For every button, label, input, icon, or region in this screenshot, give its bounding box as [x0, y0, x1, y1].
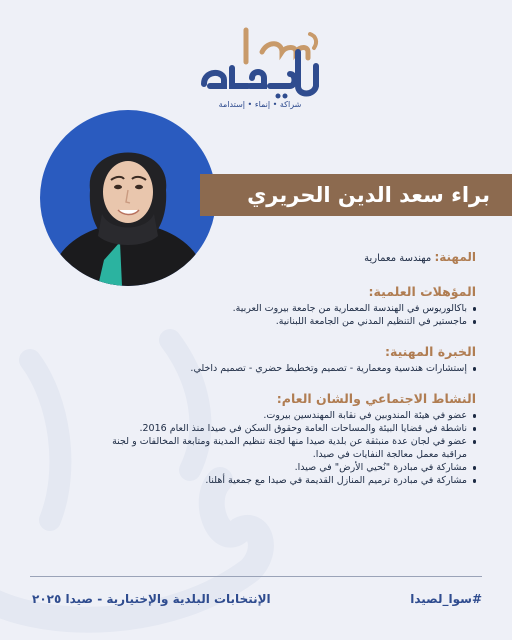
list-item: مشاركة في مبادرة "نُحيي الأرض" في صيدا. [110, 461, 476, 474]
list-item: باكالوريوس في الهندسة المعمارية من جامعة بيروت العربية. [110, 302, 476, 315]
list-item: عضو في لجان عدة منبثقة عن بلدية صيدا منها لجنة تنظيم المدينة ومتابعة المخالفات و لجنة مراقبة معمل معالجة النفايات في صيدا. [110, 435, 476, 461]
list-item: ناشطة في قضايا البيئة والمساحات العامة وحقوق السكن في صيدا منذ العام 2016. [110, 422, 476, 435]
experience-list [110, 362, 476, 375]
section-social-activity [110, 391, 476, 487]
profession-value: مهندسة معمارية [364, 253, 432, 264]
logo [190, 22, 330, 122]
footer-hashtag: #سوا_لصيدا [410, 592, 482, 606]
footer-elections: الإنتخابات البلدية والإختيارية - صيدا ٢٠٢٥ [32, 592, 271, 606]
list-item: مشاركة في مبادرة ترميم المنازل القديمة في صيدا مع جمعية أهلنا. [110, 474, 476, 487]
list-item: إستشارات هندسية ومعمارية - تصميم وتخطيط حضري - تصميم داخلي. [110, 362, 476, 375]
qualifications-list [110, 302, 476, 328]
candidate-name: براء سعد الدين الحريري [247, 183, 490, 207]
list-item: عضو في هيئة المندوبين في نقابة المهندسين بيروت. [110, 409, 476, 422]
candidate-name-banner [200, 174, 512, 216]
logo-tagline: شراكة • إنماء • إستدامة [218, 100, 302, 109]
list-item: ماجستير في التنظيم المدني من الجامعة اللبنانية. [110, 315, 476, 328]
logo-mark [190, 22, 330, 100]
section-qualifications [110, 284, 476, 328]
section-experience [110, 344, 476, 375]
section-title: الخبرة المهنية: [385, 344, 476, 359]
candidate-details [110, 250, 476, 503]
social-activity-list [110, 409, 476, 487]
section-title: المؤهلات العلمية: [368, 284, 476, 299]
footer-divider [30, 576, 482, 577]
section-title: النشاط الاجتماعي والشان العام: [276, 391, 476, 406]
profession-label: المهنة: [434, 250, 476, 264]
profession-row [110, 250, 476, 264]
